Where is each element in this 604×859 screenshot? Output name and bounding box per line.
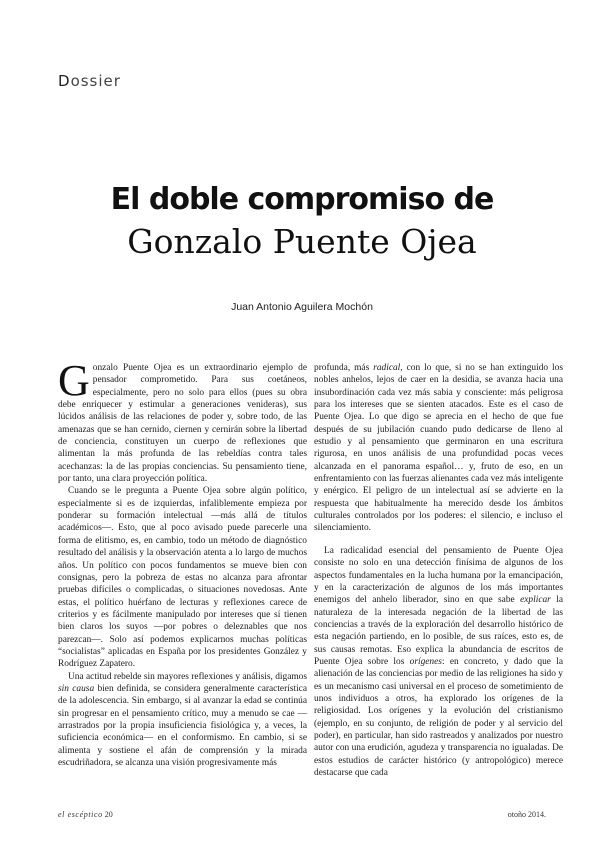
paragraph-text: La radicalidad esencial del pensamiento de Puente Ojea consiste no solo en una detección finísima de algunos de los aspectos fundamentales en la lucha humana por la emancipación, y en la caracterización de algunos de los más importantes enemigos del anhelo liberador, sino en que sabe xyxy=(314,545,563,606)
italic-text: explicar xyxy=(520,595,551,606)
magazine-name: el escéptico xyxy=(58,810,103,819)
section-label-rest: ossier xyxy=(70,72,121,90)
paragraph-text: bien definida, se considera generalmente característica de la adolescencia. Sin embargo, si al avanzar la edad se continúa sin progresar en el pensamiento crítico, muy a menudo se cae —arrastrados por la propia insuficiencia fisiológica y, a veces, la suficiencia económica— en el conformismo. En cambio, si se alimenta y sostiene el afán de comprensión y la mirada escudriñadora, se alcanza una visión progresivamente más xyxy=(58,683,307,768)
paragraph-text: , con lo que, si no se han extinguido los nobles anhelos, lejos de caer en la desidia, se avanza hacia una insubordinación cada vez más sabia y consciente: más peligrosa para los intereses que se sienten atacados. Este es el caso de Puente Ojea. Lo que digo se aprecia en el hecho de que fue después de su jubilación cuando pudo dedicarse de lleno al estudio y al pensamiento que germinaron en una escritura rigurosa, en unos análisis de una profundidad pocas veces alcanzada en el panorama español… y, fruto de eso, en un enfrentamiento con las fuerzas alienantes cada vez más inteligente y enérgico. El peligro de un intelectual así se advierte en la respuesta que habitualmente ha merecido desde los ámbitos culturales controlados por los poderes: el silencio, e incluso el silenciamiento. xyxy=(314,363,563,534)
paragraph: Cuando se le pregunta a Puente Ojea sobre algún político, especialmente si es de izquierdas, infaliblemente empieza por ponderar su formación intelectual —más allá de títulos académicos—. Esto, que al poco avisado puede parecerle una forma de elitismo, es, en cambio, todo un método de diagnóstico resultado del análisis y la observación atenta a lo largo de muchos años. Un político con pocos fundamentos se mueve bien con consignas, pero la pobreza de estas no alcanza para afrontar pruebas difíciles o complicadas, o situaciones novedosas. Ante estas, el político huérfano de lecturas y reflexiones carece de criterios y es fácilmente manipulado por intereses que sí tienen bien claros los suyos —por pobres o deleznables que nos parezcan—. Solo así podemos explicarnos muchas políticas “socialistas” aplicadas en España por los presidentes González y Rodríguez Zapatero. xyxy=(58,486,307,670)
left-column xyxy=(58,356,307,769)
article-title xyxy=(40,182,564,264)
title-line-2: Gonzalo Puente Ojea xyxy=(127,222,477,261)
paragraph-text: la naturaleza de la interesada negación de la libertad de las conciencias a través de la exploración del desarrollo histórico de esta negación partiendo, en lo posible, de sus raíces, esto es, de sus causas remotas. Eso explica la abundancia de escritos de Puente Ojea sobre los xyxy=(314,595,563,667)
footer-date: otoño 2014. xyxy=(507,810,546,819)
paragraph xyxy=(314,362,563,535)
italic-text: sin causa xyxy=(58,683,95,694)
right-column xyxy=(314,362,563,779)
paragraph-text: onzalo Puente Ojea es un extraordinario ejemplo de pensador comprometido. Para sus coetáneos, especialmente, pero no solo para ellos (pues su obra debe enriquecer y estimular a generaciones venideras), sus lúcidos análisis de las relaciones de poder y, sobre todo, de las amenazas que se han cernido, ciernen y cernirán sobre la libertad de conciencia, constituyen un cuerpo de reflexiones que alimentan la más profunda de las rebeldías contra tales acechanzas: la de las propias conciencias. Su pensamiento tiene, por tanto, una clara proyección política. xyxy=(58,363,307,485)
paragraph xyxy=(58,356,307,485)
section-label xyxy=(58,72,121,90)
author-byline: Juan Antonio Aguilera Mochón xyxy=(231,301,373,313)
italic-text: radical xyxy=(373,363,401,373)
page-number: 20 xyxy=(104,810,113,819)
paragraph xyxy=(58,671,307,770)
title-line-1: El doble compromiso de xyxy=(110,182,494,217)
italic-text: orígenes xyxy=(409,656,442,667)
paragraph-text: Una actitud rebelde sin mayores reflexiones y análisis, digamos xyxy=(68,671,307,682)
drop-cap: G xyxy=(58,356,90,405)
section-label-initial: D xyxy=(58,72,71,90)
paragraph-text: : en concreto, y dado que la alienación de las conciencias por medio de las religiones ha sido y es un mecanismo casi universal en el proceso de sometimiento de unos individuos a otros, ha explorado los orígenes de la religiosidad. Los orígenes y la evolución del cristianismo (ejemplo, en su conjunto, de religión de poder y al servicio del poder), en particular, han sido rastreados y analizados por nuestro autor con una erudición, agudeza y transparencia no igualadas. De estos estudios de carácter histórico (y antropológico) merece destacarse que cada xyxy=(314,656,563,778)
footer-left xyxy=(58,810,113,819)
paragraph xyxy=(314,545,563,780)
paragraph-text: profunda, más xyxy=(314,363,374,373)
